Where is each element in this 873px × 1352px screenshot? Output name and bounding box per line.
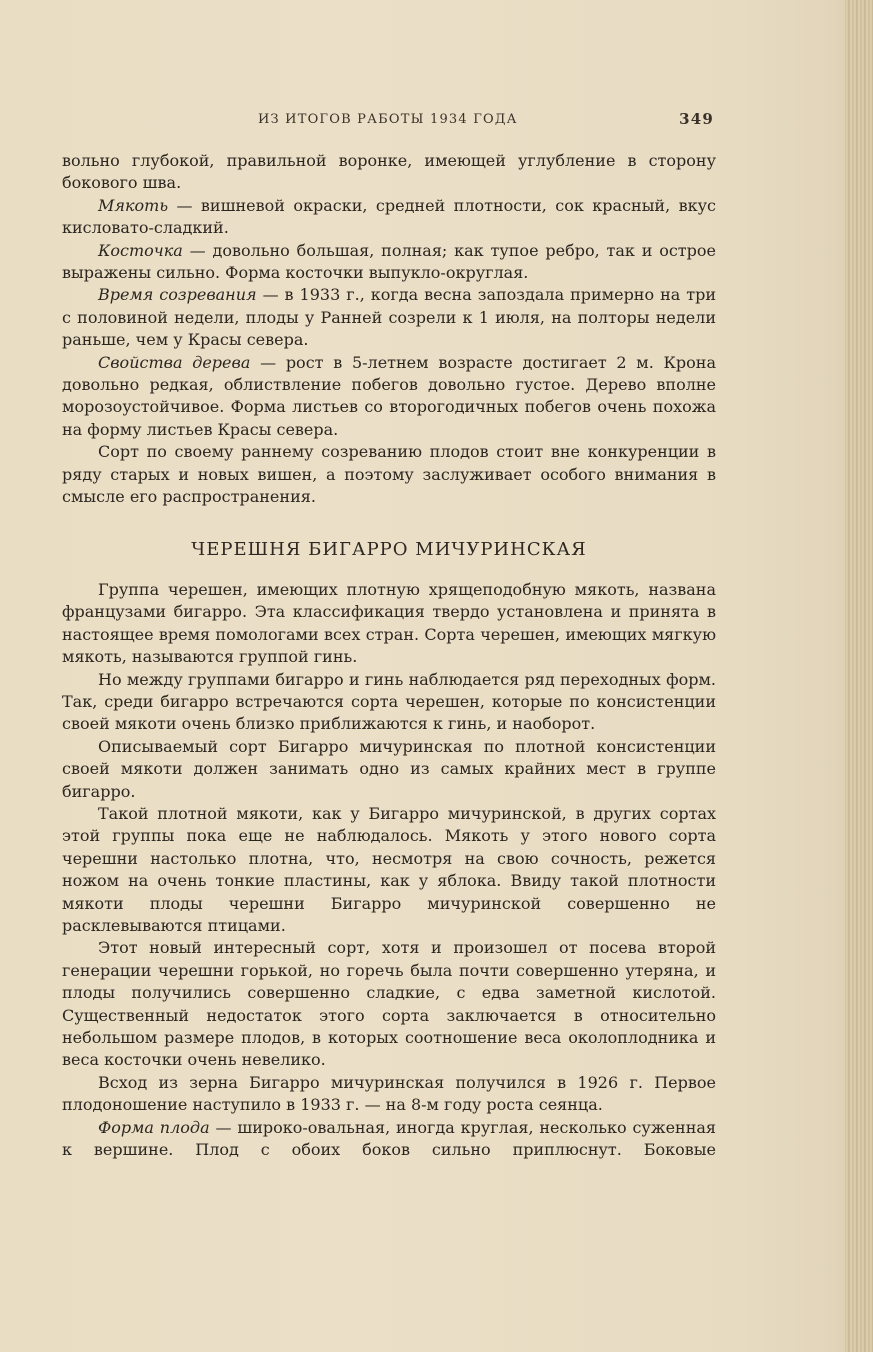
term-stone: Косточка [98, 240, 183, 260]
paragraph-transition: Но между группами бигарро и гинь наблюдается ряд переходных форм. Так, среди бигарро встречаются сорта черешен, которые по консистенции своей мякоти очень близко приближаются к гинь, и наоборот. [62, 669, 716, 734]
paragraph-continuation: вольно глубокой, правильной воронке, имеющей углубление в сторону бокового шва. [62, 151, 716, 193]
paragraph-variety: Этот новый интересный сорт, хотя и произошел от посева второй генерации черешни горькой, но горечь была почти совершенно утеряна, и плоды получились совершенно сладкие, с едва заметной кислотой. Существенный недостаток этого сорта заключается в относительно небольшом размере плодов, в которых соотношение веса околоплодника и веса косточки очень невелико. [62, 938, 716, 1070]
section-heading: ЧЕРЕШНЯ БИГАРРО МИЧУРИНСКАЯ [191, 538, 587, 560]
running-header [258, 110, 718, 130]
paragraph-flesh [62, 195, 716, 240]
term-ripening: Время созревания [98, 285, 257, 305]
paragraph-conclusion: Сорт по своему раннему созреванию плодов стоит вне конкуренции в ряду старых и новых вишен, а поэтому заслуживает особого внимания в смысле его распространения. [62, 442, 716, 507]
paragraph-text: — широко-овальная, иногда круглая, несколько суженная к вершине. Плод с обоих боков сильно приплюснут. Боковые [62, 1117, 716, 1160]
paragraph-stone [62, 240, 716, 285]
paragraph-fruit-shape [62, 1117, 716, 1162]
page-edge-shadow [845, 0, 873, 1352]
paragraph-group: Группа черешен, имеющих плотную хрящеподобную мякоть, названа французами бигарро. Эта классификация твердо установлена и принята в настоящее время помологами всех стран. Сорта черешен, имеющих мягкую мякоть, называются группой гинь. [62, 579, 716, 667]
paragraph-ripening [62, 284, 716, 351]
paragraph-density: Такой плотной мякоти, как у Бигарро мичуринской, в других сортах этой группы пока еще не наблюдалось. Мякоть у этого нового сорта черешни настолько плотна, что, несмотря на свою сочность, режется ножом на очень тонкие пластины, как у яблока. Ввиду такой плотности мякоти плоды черешни Бигарро мичуринской совершенно не расклевываются птицами. [62, 803, 716, 935]
paragraph-seedling: Всход из зерна Бигарро мичуринская получился в 1926 г. Первое плодоношение наступило в 1933 г. — на 8-м году роста сеянца. [62, 1072, 716, 1115]
term-flesh: Мякоть [98, 195, 169, 215]
term-fruit-shape: Форма плода [98, 1117, 210, 1137]
paragraph-text: — рост в 5-летнем возрасте достигает 2 м. Крона довольно редкая, облиствление побегов довольно густое. Дерево вполне морозоустойчивое. Форма листьев со второгодичных побегов очень похожа на форму листьев Красы севера. [62, 352, 717, 439]
paragraph-description: Описываемый сорт Бигарро мичуринская по плотной консистенции своей мякоти должен занимать одно из самых крайних мест в группе бигарро. [62, 736, 716, 801]
term-tree: Свойства дерева [98, 352, 251, 372]
body-text [62, 150, 716, 1161]
paragraph-text: — довольно большая, полная; как тупое ребро, так и острое выражены сильно. Форма косточки выпукло-округлая. [62, 240, 716, 283]
page-number: 349 [679, 110, 714, 128]
paragraph-tree [62, 352, 716, 442]
running-title: ИЗ ИТОГОВ РАБОТЫ 1934 ГОДА [258, 112, 518, 127]
paragraph-text: — в 1933 г., когда весна запоздала примерно на три с половиной недели, плоды у Ранней созрели к 1 июля, на полторы недели раньше, чем у Красы севера. [62, 285, 717, 350]
paragraph-text: — вишневой окраски, средней плотности, сок красный, вкус кисловато-сладкий. [62, 195, 716, 238]
